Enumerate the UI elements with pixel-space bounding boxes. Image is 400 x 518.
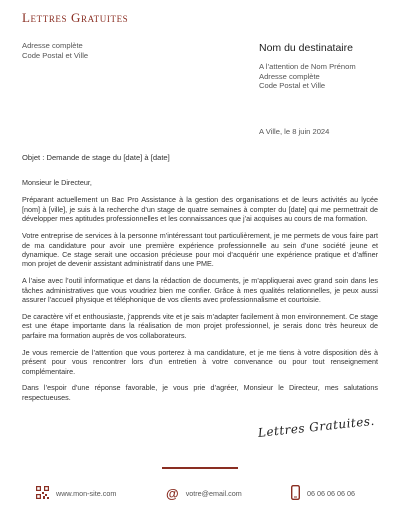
mobile-phone-icon	[291, 485, 300, 502]
footer	[0, 482, 400, 504]
footer-email-text: votre@email.com	[185, 488, 242, 498]
at-sign-icon: @	[166, 485, 179, 501]
recipient-block	[259, 62, 356, 91]
letter-date: A Ville, le 8 juin 2024	[259, 127, 330, 136]
paragraph-3: A l’aise avec l’outil informatique et dans la rédaction de documents, je m’appliquerai avec grand soin dans les tâches administratives que vous voudriez bien me confier. Grâce à mes qualités relationnelles, je peux aussi assurer l’accueil physique et téléphonique de vos clients avec professionnalisme et courtoisie.	[22, 276, 378, 305]
footer-email[interactable]	[166, 482, 242, 504]
recipient-attention: A l’attention de Nom Prénom	[259, 62, 356, 71]
paragraph-2: Votre entreprise de services à la personne m’intéressant tout particulièrement, je me permets de vous faire part de ma candidature pour avoir une première expérience professionnelle au sein d’une société jeune et dynamique. Ce stage serait une occasion précieuse pour moi d’acquérir une expérience pratique et d’affiner mon projet de devenir assistant administratif dans une PME.	[22, 231, 378, 269]
letter-body	[22, 178, 378, 410]
recipient-name: Nom du destinataire	[259, 42, 353, 54]
paragraph-1: Préparant actuellement un Bac Pro Assistance à la gestion des organisations et de leurs activités au lycée [nom] à [ville], je suis à la recherche d’un stage de quatre semaines à compter du [date] qui me permettrait de développer mes aptitudes professionnelles et les connaissances que j’ai acquises au cours de ma formation.	[22, 195, 378, 224]
footer-phone[interactable]	[291, 482, 355, 504]
brand-logo: Lettres Gratuites	[22, 10, 129, 25]
footer-divider	[162, 467, 238, 469]
footer-phone-text: 06 06 06 06 06	[307, 488, 355, 498]
sender-address: Adresse complète	[22, 41, 83, 50]
qr-code-icon	[36, 486, 49, 501]
letter-subject: Objet : Demande de stage du [date] à [date]	[22, 153, 170, 162]
recipient-address: Adresse complète	[259, 71, 320, 81]
paragraph-4: De caractère vif et enthousiaste, j’apprends vite et je sais m’adapter facilement à mon environnement. Ce stage est une étape importante dans la réalisation de mon projet professionnel, je serais donc très heureux de parfaire ma formation auprès de vos collaborateurs.	[22, 311, 378, 340]
paragraph-6: Dans l’espoir d’une réponse favorable, je vous prie d’agréer, Monsieur le Directeur, mes salutations respectueuses.	[22, 383, 378, 402]
signature: Lettres Gratuites.	[257, 413, 376, 440]
sender-postal: Code Postal et Ville	[22, 50, 89, 60]
salutation: Monsieur le Directeur,	[22, 178, 92, 187]
footer-website[interactable]	[36, 482, 116, 504]
sender-block	[22, 41, 88, 60]
paragraph-5: Je vous remercie de l’attention que vous porterez à ma candidature, et je me tiens à votre disposition dès à présent pour vous rencontrer lors d’un entretien à votre convenance ou pour tout renseignement complémentaire.	[22, 347, 378, 376]
footer-website-text: www.mon-site.com	[56, 488, 117, 498]
recipient-postal: Code Postal et Ville	[259, 81, 326, 91]
